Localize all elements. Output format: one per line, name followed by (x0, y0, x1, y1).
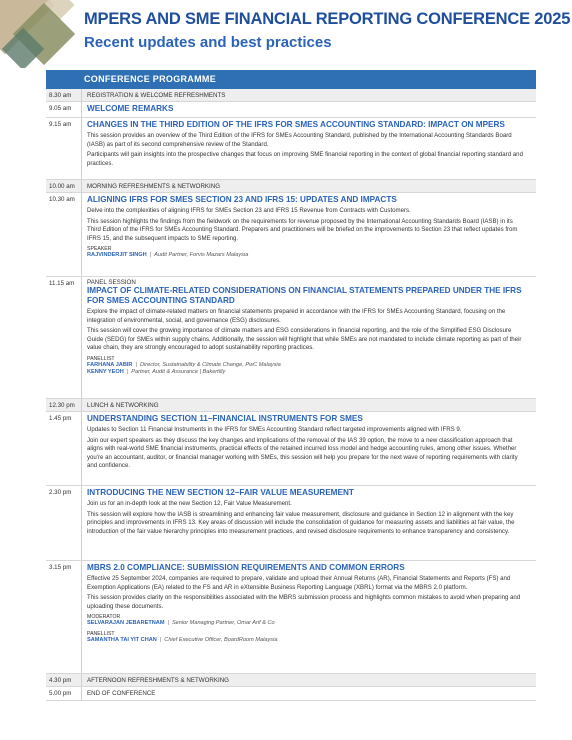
programme-row (46, 674, 536, 687)
break-label: LUNCH & NETWORKING (87, 402, 159, 409)
session-title: MBRS 2.0 COMPLIANCE: SUBMISSION REQUIREMENTS AND COMMON ERRORS (87, 563, 405, 572)
session-time: 10.30 am (46, 193, 82, 276)
speaker-name: SELVARAJAN JEBARETNAM (87, 620, 165, 627)
speaker-role: Audit Partner, Forvis Mazars Malaysia (154, 252, 249, 259)
programme-row (46, 89, 536, 102)
session-title: INTRODUCING THE NEW SECTION 12–FAIR VALUE MEASUREMENT (87, 488, 354, 497)
speaker-entry: SELVARAJAN JEBARETNAM | Senior Managing Partner, Omar Arif & Co (87, 620, 275, 627)
session-title: UNDERSTANDING SECTION 11–FINANCIAL INSTRUMENTS FOR SMES (87, 414, 363, 423)
session-time: 9.05 am (46, 102, 82, 117)
programme-heading: CONFERENCE PROGRAMME (46, 70, 536, 89)
speaker-role: Partner, Audit & Assurance | Bakertilly (131, 369, 226, 376)
speaker-name: FARHANA JABIR (87, 361, 133, 368)
session-description: Delve into the complexities of aligning IFRS for SMEs Section 23 and IFRS 15 Revenue from Contracts with Customers. (87, 207, 411, 214)
panellist-label: PANELLIST (87, 630, 115, 637)
programme-row (46, 193, 536, 277)
session-time: 5.00 pm (46, 687, 82, 700)
speaker-entry: KENNY YEOH | Partner, Audit & Assurance | Bakertilly (87, 369, 226, 376)
session-time: 1.45 pm (46, 412, 82, 485)
session-time: 9.15 am (46, 118, 82, 179)
session-title: IMPACT OF CLIMATE-RELATED CONSIDERATIONS ON FINANCIAL STATEMENTS PREPARED UNDER THE IFRS FOR SMES ACCOUNTING STANDARD (87, 286, 522, 305)
session-time: 8.30 am (46, 89, 82, 101)
programme-row (46, 561, 536, 674)
programme-row (46, 412, 536, 486)
session-description: Explore the impact of climate-related matters on financial statements prepared in accordance with the IFRS for SMEs Accounting Standard, focusing on the integration of environmental, social, and governance (ESG) disclosures. (87, 308, 506, 324)
session-description: Join us for an in-depth look at the new Section 12, Fair Value Measurement. (87, 500, 292, 507)
session-time: 12.30 pm (46, 399, 82, 411)
conference-subtitle: Recent updates and best practices (84, 34, 332, 51)
session-title: WELCOME REMARKS (87, 104, 174, 113)
speaker-label: SPEAKER (87, 246, 112, 253)
session-time: 2.30 pm (46, 486, 82, 560)
session-description: Updates to Section 11 Financial Instruments in the IFRS for SMEs Accounting Standard reflect targeted improvements aligned with IFRS 9. (87, 426, 462, 433)
session-time: 4.30 pm (46, 674, 82, 686)
conference-programme (46, 70, 536, 701)
programme-row (46, 102, 536, 118)
programme-row (46, 180, 536, 193)
speaker-entry: SAMANTHA TAI YIT CHAN | Chief Executive Officer, BoardRoom Malaysia (87, 636, 278, 643)
session-description: This session provides an overview of the Third Edition of the IFRS for SMEs Accounting Standard, published by the International Accounting Standards Board (IASB) as part of its second comprehensive review of the Standard. (87, 132, 512, 148)
programme-row (46, 486, 536, 561)
programme-row (46, 399, 536, 412)
speaker-name: KENNY YEOH (87, 369, 124, 376)
moderator-label: MODERATOR (87, 614, 121, 621)
conference-title: MPERS AND SME FINANCIAL REPORTING CONFERENCE 2025 (84, 10, 571, 28)
speaker-role: Director, Sustainability & Climate Change, PwC Malaysia (139, 361, 281, 368)
session-type-label: PANEL SESSION (87, 279, 136, 286)
session-time: 10.00 am (46, 180, 82, 192)
session-description: Effective 25 September 2024, companies are required to prepare, validate and upload their Annual Returns (AR), Financial Statements and Reports (FS) and Exemption Applications (EA) related to the FS and AR in eXtensible Business Reporting Language (XBRL) format via the MBRS 2.0 platform. (87, 575, 511, 591)
session-time: 3.15 pm (46, 561, 82, 673)
speaker-role: Senior Managing Partner, Omar Arif & Co (171, 620, 275, 627)
speaker-role: Chief Executive Officer, BoardRoom Malaysia (164, 636, 278, 643)
session-title: ALIGNING IFRS FOR SMES SECTION 23 AND IFRS 15: UPDATES AND IMPACTS (87, 195, 397, 204)
break-label: MORNING REFRESHMENTS & NETWORKING (87, 183, 221, 190)
programme-row (46, 687, 536, 701)
break-label: AFTERNOON REFRESHMENTS & NETWORKING (87, 677, 229, 684)
decorative-diamond-pattern (0, 0, 80, 68)
speaker-name: SAMANTHA TAI YIT CHAN (87, 636, 157, 643)
panellist-label: PANELLIST (87, 355, 115, 362)
session-description: This session will cover the growing importance of climate matters and ESG considerations in financial reporting, and the role of the Simplified ESG Disclosure Guide (SEDG) for SMEs within supply chains. Additionally, the session will highlight that while SMEs are not mandated to include climate reporting as part of their value chain, they are strongly encouraged to adopt sustainability reporting practices. (87, 327, 522, 352)
page-header (0, 0, 572, 68)
speaker-name: RAJVINDERJIT SINGH (87, 252, 147, 259)
end-label: END OF CONFERENCE (87, 690, 156, 697)
session-description: Join our expert speakers as they discuss the key changes and implications of the removal of the IAS 39 option, the move to a new classification approach that aligns with real-world SME financial instruments, practical effects of the retained incurred loss model and hedge accounting rules, among other issues. Whether you're an accountant, auditor, or financial manager working with SMEs, this session will help you prepare for the next wave of reporting requirements with clarity and confidence. (87, 436, 518, 470)
session-time: 11.15 am (46, 277, 82, 398)
programme-row (46, 277, 536, 399)
session-description: This session provides clarity on the responsibilities associated with the MBRS submission process and highlights common mistakes to avoid when preparing and uploading these documents. (87, 594, 521, 610)
session-description: This session highlights the findings from the fieldwork on the requirements for revenue proposed by the International Accounting Standards Board (IASB) in its Third Edition of the IFRS for SMEs Accounting Standard. Preparers and practitioners will be briefed on the improvements to Section 23 that reflect updates from IFRS 15, and the subsequent impacts to SME reporting. (87, 217, 518, 242)
programme-row (46, 118, 536, 180)
break-label: REGISTRATION & WELCOME REFRESHMENTS (87, 92, 226, 99)
speaker-entry: RAJVINDERJIT SINGH | Audit Partner, Forvis Mazars Malaysia (87, 252, 249, 259)
session-description: Participants will gain insights into the prospective changes that focus on improving SME financial reporting in the context of global financial reporting standard and practices. (87, 151, 523, 167)
speaker-entry: FARHANA JABIR | Director, Sustainability & Climate Change, PwC Malaysia (87, 361, 281, 368)
session-title: CHANGES IN THE THIRD EDITION OF THE IFRS FOR SMES ACCOUNTING STANDARD: IMPACT ON MPERS (87, 120, 505, 129)
session-description: This session will explore how the IASB is streamlining and enhancing fair value measurement, disclosure and guidance in Section 12 in alignment with the key principles and improvements in IFRS 13. Key areas of discussion will include the consolidation of guidance for measuring assets and liabilities at fair value, the introduction of the fair value hierarchy principles into measurement practices, and revised disclosure requirements to enhance transparency and consistency. (87, 510, 515, 535)
